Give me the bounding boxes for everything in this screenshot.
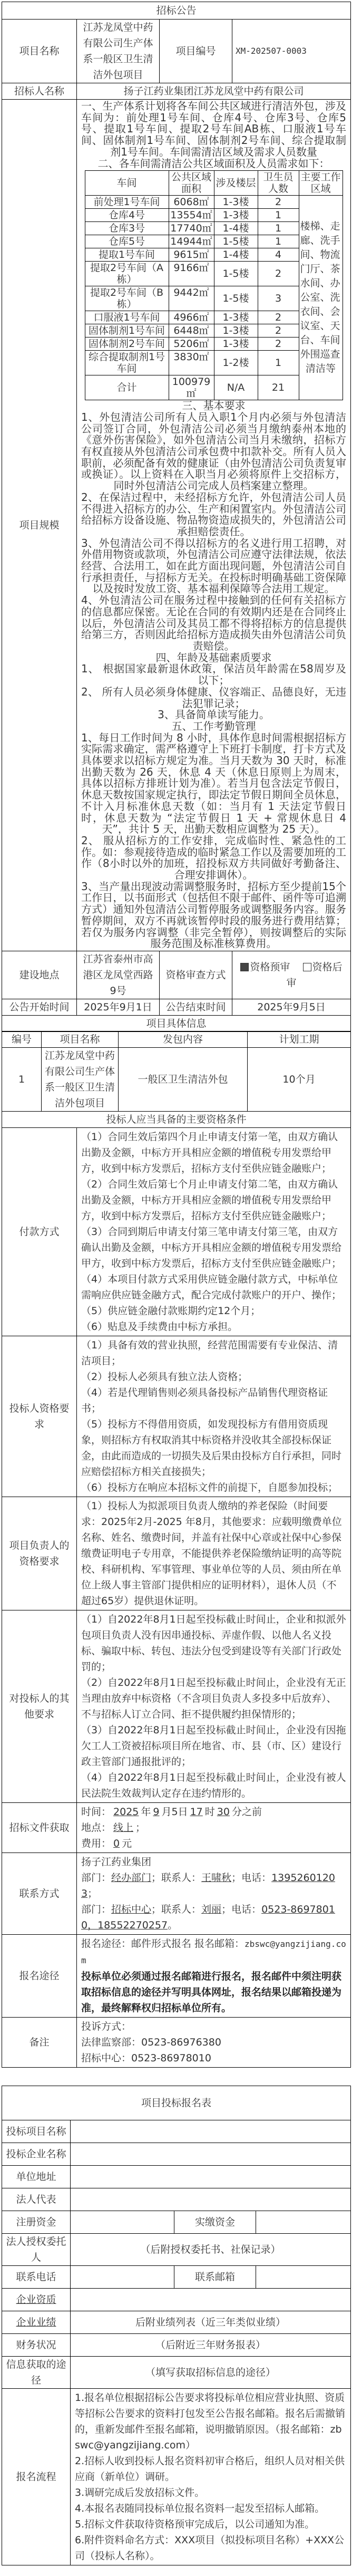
workshop-staff-cell: 2 (258, 311, 299, 324)
person-prefix: ；联系人： (151, 1871, 202, 1884)
form-project-name-field[interactable] (71, 2120, 351, 2143)
bidder-req-label: 投标人资格要求 (2, 1336, 77, 1497)
other-requirement-item: （2）自2022年8月1日起至投标截止时间止，企业没有无正当理由放弃中标资格（不含项目负责人多投多中后放弃）、不与招标人订立合同、拒不提供履约担保情形的； (81, 1676, 346, 1720)
form-performance-label: 企业业绩 (2, 2311, 71, 2333)
workshop-work-area-cell: 楼梯、走廊、洗手间、物流门厅、茶水间、办公室、洗衣间、会议室、天台、车间外围巡查清洁等 (299, 196, 343, 400)
workshop-floors-cell: 1-5楼 (214, 235, 258, 248)
start-label: 公告开始时间 (2, 999, 77, 1015)
workshop-floors-cell: 1-3楼 (214, 196, 258, 209)
remark-content (77, 2017, 351, 2067)
qualification-title: 投标人应当具备的主要资格条件 (2, 1112, 351, 1128)
form-process-label: 报名流程 (2, 2388, 71, 2565)
other-requirement-item: （4）自2022年8月1日起至投标截止时间止，企业没有被人民法院生效裁判认定存在违约情形的。 (81, 1771, 346, 1799)
workshop-staff-cell: 1 (258, 351, 299, 375)
workshop-name-cell: 合计 (85, 375, 169, 400)
project-no: XM-202507-0003 (232, 20, 351, 83)
manager-requirements (77, 1497, 351, 1610)
contact-label: 联系方式 (2, 1853, 77, 1934)
workshop-area-cell: 4966㎡ (169, 311, 214, 324)
bidder-requirement-item: （4）若是代理销售则必须具备投标产品销售代理资格证书； (81, 1386, 328, 1414)
docs-minute-suffix: 分之前 (231, 1806, 262, 1818)
form-performance-field[interactable]: 后附业绩列表（近三年类似业绩） (71, 2311, 351, 2333)
process-step: 3.调研完成后发放招标文件。 (75, 2486, 205, 2498)
scale-paragraph: 2、 所有人员必须身体健康、仪容端正、品德良好，无违法犯罪记录； (81, 685, 347, 710)
form-process-content (71, 2388, 351, 2565)
form-paid-capital-label: 实缴资金 (174, 2211, 256, 2233)
form-source-label: 信息获取的途径 (2, 2356, 71, 2388)
scale-paragraph: 2、 服从招标方的工作安排，完成临时性、紧急性的工作。如：参观接待造成的临时紧急工作以及需要加班的工作（8小时以外的加班，招投标双方共同做好考勤备注、合理安排调休）。 (81, 834, 347, 882)
contact-1-suffix: ； (87, 1887, 98, 1899)
workshop-area-cell: 9615㎡ (169, 248, 214, 262)
scale-paragraph: 二、各车间需清洁公共区域面积及人员需求如下： (97, 157, 330, 170)
signup-info (77, 1934, 351, 2017)
scale-paragraph: 1、 根据国家最新退休政策，保洁员年龄需在58周岁及以下； (81, 662, 347, 687)
workshop-name-cell: 口服液1号车间 (85, 311, 169, 324)
other-requirements (77, 1610, 351, 1802)
form-finance-label: 财务状况 (2, 2333, 71, 2356)
workshop-area-cell: 13554㎡ (169, 209, 214, 222)
workshop-header-cell: 卫生员人数 (258, 171, 299, 196)
workshop-name-cell: 综合提取制剂1号车间 (85, 351, 169, 375)
workshop-name-cell: 仓库5号 (85, 235, 169, 248)
docs-fee-prefix: 费用： (81, 1837, 112, 1849)
checkbox-postqual[interactable] (287, 961, 343, 989)
form-authorized-label: 法人授权委托人 (2, 2233, 71, 2265)
project-name-label: 项目名称 (2, 20, 77, 83)
workshop-header-cell: 主要工作区域 (299, 171, 343, 196)
docs-place-value: 线上 (113, 1821, 134, 1834)
start-date: 2025年9月1日 (77, 999, 160, 1015)
workshop-name-cell: 前处理1号车间 (85, 196, 169, 209)
contact-1 (81, 1870, 346, 1902)
form-phone-field[interactable] (71, 2265, 174, 2288)
bidder-requirement-item: （2）投标人必须具有独立法人资格； (81, 1371, 248, 1383)
scale-paragraph: 三、基本要求 (182, 399, 246, 412)
workshop-staff-cell: 2 (258, 337, 299, 351)
workshop-floors-cell: 1-3楼 (214, 209, 258, 222)
phone-prefix: ；电话： (221, 1903, 262, 1915)
scale-paragraph: 4、外包清洁公司在服务过程中接触到的任何有关招标方的信息都应保密。无论在合同的有效期内还是在合同终止以后，外包清洁公司及其员工都不得将招标方的信息提供给第三方，否则因此给招标方造成损失由外包清洁公司负责赔偿。 (81, 594, 347, 652)
payment-item: （6）贴息及手续费由中标方承担。 (81, 1320, 238, 1333)
bidder-requirements (77, 1336, 351, 1497)
project-no-label: 项目编号 (160, 20, 232, 83)
site-label: 建设地点 (2, 951, 77, 999)
payment-item: （2）合同生效后第七个月止申请支付第二笔，由双方确认出勤及金额，中标方开具相应金额的增值税专用发票给甲方，收到中标方发票后，招标方支付至供应链金融账户； (81, 1178, 338, 1222)
other-requirement-item: （3）自2022年8月1日起至投标截止时间止，企业没有因拖欠工人工资被招标项目所在地省、市、县（市、区）建设行政主管部门通报批评的； (81, 1724, 346, 1768)
scale-paragraph: 一、生产体系计划将各车间公共区域进行清洁外包，涉及车间为：前处理1号车间、仓库4号、仓库3号、仓库5号、提取1号车间、提取2号车间AB栋、口服液1号车间、固体制剂1号车间、固体制剂2号车间、综合提取制剂1号车间。车间需清洁区域及需求人员数量 (81, 100, 347, 158)
workshop-floors-cell: N/A (214, 375, 258, 400)
signup-email[interactable]: zbswc@yangzijiang.com (81, 1938, 346, 1965)
contact-2-phone[interactable]: 0523-86978010，18552270257 (81, 1903, 335, 1931)
workshop-floors-cell: 1-3楼 (214, 311, 258, 324)
dept-prefix: 部门： (81, 1871, 112, 1884)
project-scale-label: 项目规模 (2, 100, 77, 951)
workshop-name-cell: 固体制剂2号车间 (85, 337, 169, 351)
contact-1-phone[interactable]: 13952601203 (81, 1871, 335, 1899)
workshop-name-cell: 仓库3号 (85, 222, 169, 235)
scale-paragraph: 1、外包清洁公司所有人员入职1个月内必须与外包清洁公司签订合同，外包清洁公司必须当月缴纳泰州本地的《意外伤害保险》，如外包清洁公司当月未缴纳，招标方有权直接从外包清洁公司承包费中扣款补交。所有人员入职前，必须配备有效的健康证（由外包清洁公司负责复审或换证）。以上资料在入职当月必须将原件上交招标方，同时外包清洁公司完成人员档案建立整理。 (81, 410, 347, 493)
remark-line: 招标中心：0523-86978010 (81, 2052, 211, 2064)
workshop-name-cell: 提取1号车间 (85, 248, 169, 262)
workshop-staff-cell: 2 (258, 324, 299, 337)
workshop-header-cell: 车间 (85, 171, 169, 196)
detail-title: 项目具体信息 (2, 1015, 351, 1031)
scale-paragraph: 3、外包清洁公司不得以招标方的名义进行用工招聘，对外借用物资或款项，外包清洁公司应遵守法律法规，依法经营、合法用工，如在此方面出现问题，外包清洁公司自行承担责任，与招标方无关。在投标时明确基础工资保障以及按时发放工资、基本福利保障等合法用工规定。 (81, 536, 347, 595)
unchecked-box-icon (303, 963, 311, 971)
workshop-floors-cell: 1-3楼 (214, 337, 258, 351)
workshop-floors-cell: 1-5楼 (214, 286, 258, 311)
contact-org: 扬子江药业集团 (81, 1856, 152, 1868)
form-phone-label: 联系电话 (2, 2265, 71, 2288)
form-authorized-field[interactable]: （后附授权委托书、社保记录） (71, 2233, 351, 2265)
workshop-area-cell: 14944㎡ (169, 235, 214, 248)
docs-place-prefix: 地点： (81, 1821, 112, 1834)
docs-place-suffix: ； (135, 1821, 146, 1834)
checkbox-prequal[interactable] (240, 961, 290, 973)
scale-paragraph: 四、年龄及基础素质要求 (155, 651, 272, 664)
tenderer-label: 招标人名称 (2, 83, 77, 100)
form-title: 项目投标报名表 (2, 2086, 351, 2120)
workshop-floors-cell: 1-5楼 (214, 262, 258, 286)
workshop-name-cell: 固体制剂1号车间 (85, 324, 169, 337)
detail-period: 10个月 (248, 1048, 351, 1112)
workshop-floors-cell: 1-4楼 (214, 248, 258, 262)
scale-intro (81, 101, 346, 169)
process-step: 5.招标文件获取待资格预审完成后，以公司通知为准。 (75, 2518, 315, 2530)
docs-year-unit: 年 (141, 1806, 151, 1818)
remark-line: 法律监察部：0523-86976380 (81, 2036, 221, 2048)
bidder-requirement-item: （6）投标方在响应本招标文件的前提下，自愿参加投标； (81, 1481, 338, 1493)
scale-paragraph: 1、每日工作时间为 8 小时，具体作息时间需根据招标方实际需求确定，需严格遵守上下班打卡制度，打卡方式及具体要求以招标方规定为准。当月天数为 30 天时，标准出勤天数为 26 天，休息 4 天（休息日原则上为周末，具体以招标方排班计划为准）。若当月包含法定节假日，休息天数按国家规定执行，即法定节假日期间全员休息，不计入月标准休息天数（如：当月有 1 天法定节假日时，休息天数为 “法定节假日 1 天 + 常规休息日 4 天”，共计 5 天，出勤天数相应调整为 25 天）。 (81, 731, 347, 836)
project-scale-content (77, 100, 351, 951)
detail-header-period: 计划工期 (248, 1031, 351, 1048)
notice-title: 招标公告 (2, 2, 351, 20)
workshop-header-row (85, 171, 343, 196)
workshop-staff-cell: 1 (258, 222, 299, 235)
end-date: 2025年9月5日 (232, 999, 351, 1015)
contact-1-person: 王啸秋 (201, 1871, 232, 1884)
project-name: 江苏龙凤堂中药有限公司生产体系一般区卫生清洁外包项目 (77, 20, 160, 83)
form-email-label: 联系邮箱 (174, 2265, 256, 2288)
payment-label: 付款方式 (2, 1127, 77, 1336)
docs-fee-value: 0 (113, 1837, 120, 1849)
form-qualification-label: 企业资质 (2, 2288, 71, 2311)
person-prefix: ；联系人： (151, 1903, 202, 1915)
docs-hour: 17 (190, 1806, 203, 1818)
workshop-area-cell: 9166㎡ (169, 262, 214, 286)
workshop-staff-cell: 3 (258, 286, 299, 311)
registration-form (2, 2086, 351, 2565)
checked-box-icon (240, 963, 249, 971)
payment-item: （1）合同生效后第四个月止申请支付第一笔，由双方确认出勤及金额，中标方开具相应金额的增值税专用发票给甲方，收到中标方发票后，招标方支付至供应链金融账户； (81, 1131, 338, 1174)
workshop-area-cell: 3830㎡ (169, 351, 214, 375)
scale-paragraph: 五、工作考勤管理 (171, 719, 256, 732)
workshop-floors-cell: 1-4楼 (214, 222, 258, 235)
bidder-requirement-item: （5）投标方不得借用资质，如发现投标方有借用资质现象，则招标方有权取消其中标资格并没收其全部投标保证金，由此而造成的一切损失及后果由投标方自行承担，同时应赔偿招标方相关直接损失； (81, 1418, 342, 1478)
detail-name: 江苏龙凤堂中药有限公司生产体系一般区卫生清洁外包项目 (42, 1048, 119, 1112)
remark-label: 备注 (2, 2017, 77, 2067)
workshop-table (85, 170, 343, 400)
workshop-name-cell: 仓库4号 (85, 209, 169, 222)
requirements-table (2, 1127, 351, 2068)
form-email-field[interactable] (256, 2265, 351, 2288)
contact-2-suffix: 。 (168, 1919, 178, 1931)
workshop-row (85, 196, 343, 209)
checkbox-postqual-label: 资格后审 (286, 961, 343, 989)
review-options (232, 951, 351, 999)
payment-terms (77, 1127, 351, 1336)
scale-paragraph: 2、在保洁过程中，未经招标方允许，外包清洁公司人员不得进入招标方的办公、生产和闲置室内。外包清洁公司给招标方设备设施、物品物资造成损失的，外包清洁公司承担赔偿责任。 (81, 490, 347, 538)
form-qualification-field[interactable] (71, 2288, 351, 2311)
detail-table (2, 1031, 351, 1128)
payment-item: （3）合同到期后申请支付第三笔申请支付第三笔，由双方确认出勤及金额，中标方开具相应金额的增值税专用发票给甲方，收到中标方发票后，招标方支付至供应链金融账户； (81, 1226, 342, 1269)
workshop-staff-cell: 21 (258, 375, 299, 400)
docs-info (77, 1802, 351, 1853)
docs-year: 2025 (113, 1806, 139, 1818)
workshop-area-cell: 100979㎡ (169, 375, 214, 400)
workshop-staff-cell: 4 (258, 248, 299, 262)
workshop-area-cell: 9442㎡ (169, 286, 214, 311)
docs-place (81, 1820, 346, 1836)
contact-2-dept: 招标中心 (111, 1903, 152, 1915)
form-legal-rep-field[interactable] (71, 2188, 351, 2211)
process-step: 2.招标人收到投标人报名资料初审合格后，组织人员对相关供应商（新单位）调研。 (75, 2455, 345, 2483)
docs-month: 9 (153, 1806, 160, 1818)
remark-line: 投诉方式： (81, 2020, 132, 2032)
detail-content: 一般区卫生清洁外包 (119, 1048, 248, 1112)
bidder-requirement-item: （1）具备有效的营业执照，经营范围需要有专业保洁、清洁项目； (81, 1339, 338, 1367)
docs-label: 招标文件获取 (2, 1802, 77, 1853)
site: 江苏省泰州市高港区龙凤堂西路9号 (77, 951, 160, 999)
workshop-area-cell: 6068㎡ (169, 196, 214, 209)
scale-body (81, 400, 346, 950)
docs-minute: 30 (217, 1806, 230, 1818)
workshop-area-cell: 6448㎡ (169, 324, 214, 337)
contact-2-person: 刘丽 (201, 1903, 222, 1915)
review-label: 资格审查方式 (160, 951, 232, 999)
dept-prefix: 部门： (81, 1903, 112, 1915)
docs-time (81, 1804, 346, 1820)
end-label: 公告结束时间 (160, 999, 232, 1015)
signup-line (81, 1936, 346, 1969)
tenderer-name: 扬子江药业集团江苏龙凤堂中药有限公司 (77, 83, 351, 100)
contact-2 (81, 1902, 346, 1933)
manager-requirement-item: （1）投标人为拟派项目负责人缴纳的养老保险（时间要求：2025年2月-2025 年8月，其他要求：应载明缴费单位名称、姓名、缴费时间，并盖有社保中心章或社保中心参保缴费证明电子专用章，不能提供养老保险缴纳证明的高等院校、科研机构、军事管理、事业单位等的人员、须由所在单位上级人事主管部门提供相应的证明材料），退休人员（不超过65岁）提供退休证明。 (81, 1500, 342, 1607)
manager-req-label: 项目负责人的资格要求 (2, 1497, 77, 1610)
scale-paragraph: 3、当产量出现波动需调整服务时，招标方至少提前15个工作日，以书面形式（包括但不限于邮件、函件等可追溯方式）通知外包清洁公司暂停服务或调整服务内容。服务暂停期间，双方不再就该暂停时段的服务进行费用结算；若仅为服务内容调整（非完全暂停），则按调整后的实际服务范围及标准核算费用。 (81, 880, 347, 950)
payment-item: （4）本项目付款方式采用供应链金融付款方式，中标单位需响应供应链金融方式，配合完成付款账户的开户、操作； (81, 1273, 342, 1301)
docs-time-prefix: 时间： (81, 1806, 112, 1818)
form-legal-rep-label: 法人代表 (2, 2188, 71, 2211)
docs-fee (81, 1836, 346, 1851)
signup-notice: 投标单位必须通过报名邮箱进行报名，报名邮件中须注明获取招标信息的途径并写明具体网址，报名结果以邮箱投递为准，最终解释权归招标单位所有。 (81, 1970, 342, 2014)
form-reg-capital-field[interactable] (71, 2211, 174, 2233)
process-step: 1.报名单位根据招标公告要求将投标单位相应营业执照、资质等招标公告要求的资料打包发至公告报名邮箱。报名后需撤销的，重新发邮件至报名邮箱，说明撤销原因。（报名邮箱：zbswc@yangzijiang.com） (75, 2391, 346, 2451)
workshop-name-cell: 提取2号车间（B栋） (85, 286, 169, 311)
other-req-label: 对投标人的其他要求 (2, 1610, 77, 1802)
workshop-area-cell: 5206㎡ (169, 337, 214, 351)
detail-header-content: 发包内容 (119, 1031, 248, 1048)
signup-label: 报名途径 (2, 1934, 77, 2017)
phone-prefix: ；电话： (231, 1871, 272, 1884)
form-reg-capital-label: 注册资金 (2, 2211, 71, 2233)
form-address-field[interactable] (71, 2165, 351, 2188)
workshop-staff-cell: 1 (258, 209, 299, 222)
workshop-area-cell: 17740㎡ (169, 222, 214, 235)
form-company-field[interactable] (71, 2143, 351, 2165)
signup-method: 报名途径：邮件形式报名 报名邮箱： (81, 1937, 245, 1950)
form-source-field[interactable]: （填写获取招标信息的途径） (71, 2356, 351, 2388)
form-address-label: 单位地址 (2, 2165, 71, 2188)
docs-month-day: 月5日 (161, 1806, 188, 1818)
contact-1-dept: 经办部门 (111, 1871, 152, 1884)
process-step: 4.本报名表随同投标单位报名资料一起发至招标人邮箱。 (75, 2502, 325, 2514)
contact-info (77, 1853, 351, 1934)
workshop-floors-cell: 1-2楼 (214, 351, 258, 375)
form-project-name-label: 投标项目名称 (2, 2120, 71, 2143)
scale-paragraph: 3、具备简单读写能力。 (158, 708, 270, 721)
form-paid-capital-field[interactable] (256, 2211, 351, 2233)
process-step: 6.附件资料命名方式：XXX项目（拟投标项目名称）+XXX公司（投标人名称）。 (75, 2534, 345, 2562)
form-company-label: 投标企业名称 (2, 2143, 71, 2165)
workshop-floors-cell: 1-3楼 (214, 324, 258, 337)
other-requirement-item: （1）自2022年8月1日起至投标截止时间止，企业和拟派外包项目负责人没有因串通投标、弄虚作假、以他人名义投标、骗取中标、转包、违法分包受到建设等有关部门行政处罚的； (81, 1613, 346, 1673)
workshop-staff-cell: 1 (258, 235, 299, 248)
payment-item: （5）供应链金融付款账期约定12个月； (81, 1305, 261, 1317)
workshop-staff-cell: 2 (258, 196, 299, 209)
docs-hour-unit: 时 (204, 1806, 215, 1818)
workshop-header-cell: 涉及楼层 (214, 171, 258, 196)
workshop-name-cell: 提取2号车间（A栋） (85, 262, 169, 286)
workshop-header-cell: 公共区域面积 (169, 171, 214, 196)
detail-no: 1 (2, 1048, 42, 1112)
detail-header-no: 编号 (2, 1031, 42, 1048)
notice-header-table (2, 2, 351, 1032)
workshop-staff-cell: 2 (258, 262, 299, 286)
form-finance-field[interactable]: （后附近三年财务报表） (71, 2333, 351, 2356)
checkbox-prequal-label: 资格预审 (250, 961, 290, 973)
docs-fee-unit: 元 (122, 1837, 132, 1849)
detail-header-name: 项目名称 (42, 1031, 119, 1048)
